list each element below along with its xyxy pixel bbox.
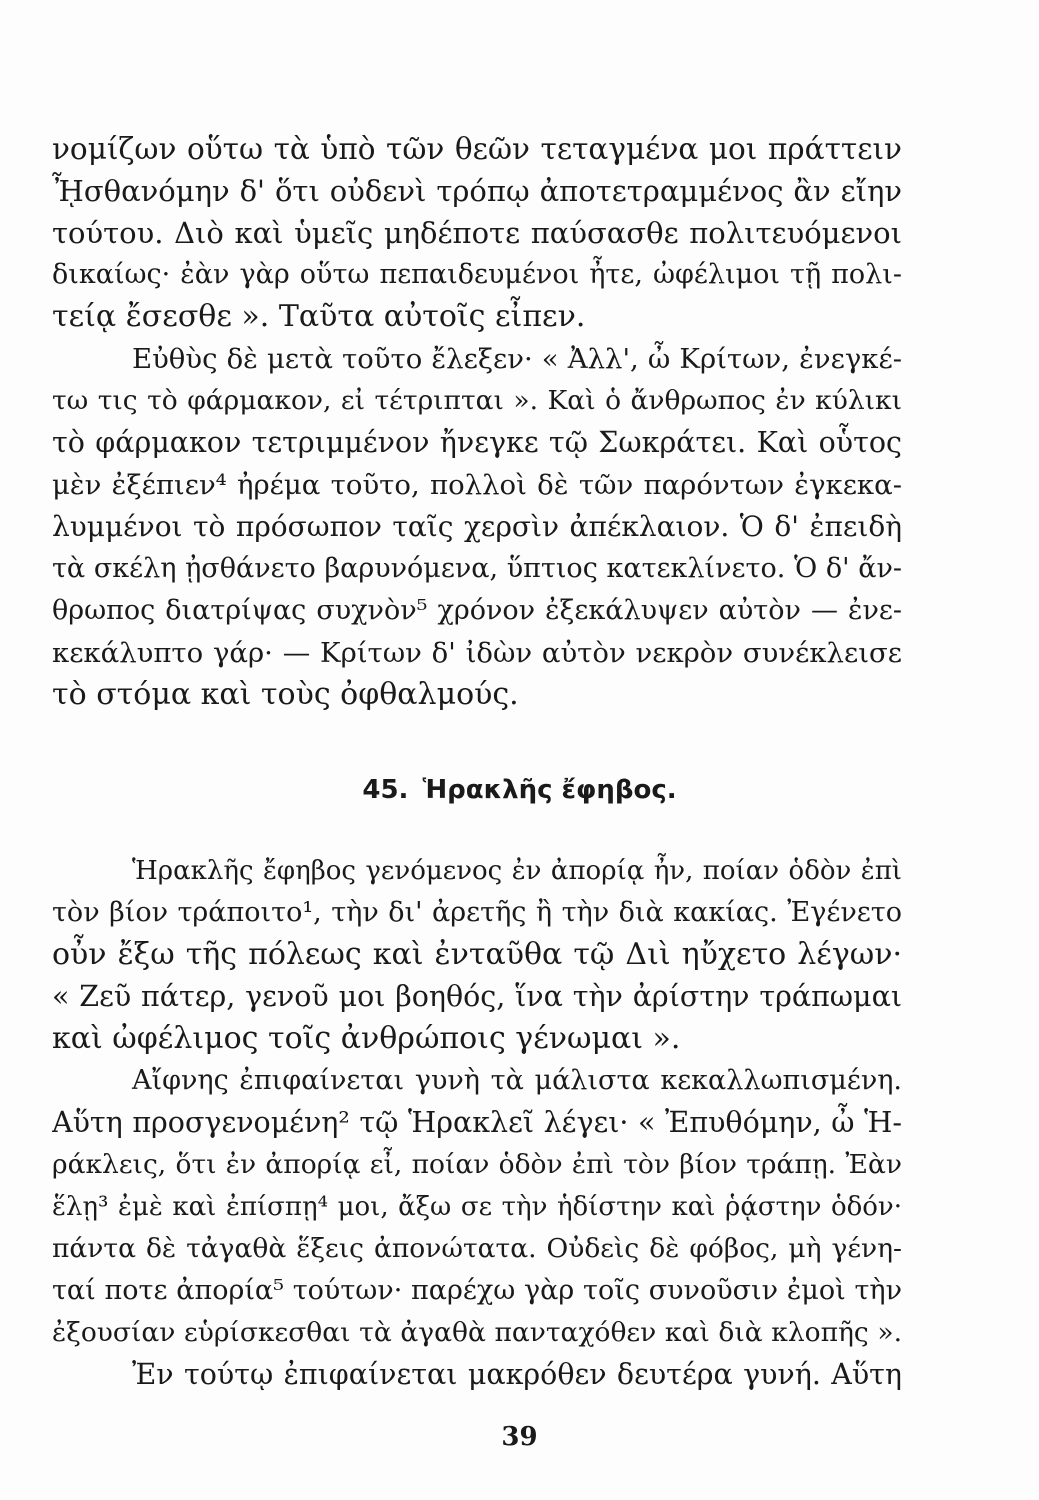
text-line: τὸν βίον τράποιτο¹, τὴν δι' ἀρετῆς ἢ τὴν διὰ κακίας. Ἐγένετο: [52, 897, 902, 928]
text-line: Αἴφνης ἐπιφαίνεται γυνὴ τὰ μάλιστα κεκαλλωπισμένη.: [132, 1065, 902, 1096]
text-line: « Ζεῦ πάτερ, γενοῦ μοι βοηθός, ἵνα τὴν ἀρίστην τράπωμαι: [52, 980, 902, 1013]
text-line: πάντα δὲ τἀγαθὰ ἕξεις ἀπονώτατα. Οὐδεὶς δὲ φόβος, μὴ γένη-: [52, 1233, 902, 1264]
passage-heracles: [52, 850, 902, 1396]
passage-socrates-death: [52, 128, 902, 716]
section-title: Ἡρακλῆς ἔφηβος.: [422, 775, 677, 805]
text-line: τούτου. Διὸ καὶ ὑμεῖς μηδέποτε παύσασθε πολιτευόμενοι: [52, 216, 902, 250]
text-line: ράκλεις, ὅτι ἐν ἀπορίᾳ εἶ, ποίαν ὁδὸν ἐπὶ τὸν βίον τράπῃ. Ἐὰν: [52, 1149, 902, 1180]
text-line: θρωπος διατρίψας συχνὸν⁵ χρόνον ἐξεκάλυψεν αὐτὸν — ἐνε-: [52, 595, 902, 626]
text-line: Εὐθὺς δὲ μετὰ τοῦτο ἔλεξεν· « Ἀλλ', ὦ Κρίτων, ἐνεγκέ-: [132, 343, 902, 375]
section-number: 45.: [362, 775, 409, 805]
text-line: μὲν ἐξέπιεν⁴ ἠρέμα τοῦτο, πολλοὶ δὲ τῶν παρόντων ἐγκεκα-: [52, 469, 902, 501]
page-number: 39: [501, 1422, 538, 1452]
text-line: ἐξουσίαν εὑρίσκεσθαι τὰ ἀγαθὰ πανταχόθεν καὶ διὰ κλοπῆς ».: [52, 1317, 902, 1348]
text-line: τω τις τὸ φάρμακον, εἰ τέτριπται ». Καὶ ὁ ἄνθρωπος ἐν κύλικι: [52, 385, 902, 416]
text-line: οὖν ἔξω τῆς πόλεως καὶ ἐνταῦθα τῷ Διὶ ηὔχετο λέγων·: [52, 937, 902, 972]
text-line: κεκάλυπτο γάρ· — Κρίτων δ' ἰδὼν αὐτὸν νεκρὸν συνέκλεισε: [52, 637, 902, 669]
text-line: Ἐν τούτῳ ἐπιφαίνεται μακρόθεν δευτέρα γυνή. Αὕτη: [132, 1358, 902, 1391]
text-line: καὶ ὠφέλιμος τοῖς ἀνθρώποις γένωμαι ».: [52, 1021, 681, 1056]
text-line: λυμμένοι τὸ πρόσωπον ταῖς χερσὶν ἀπέκλαιον. Ὁ δ' ἐπειδὴ: [52, 510, 902, 543]
text-line: Αὕτη προσγενομένη² τῷ Ἡρακλεῖ λέγει· « Ἐπυθόμην, ὦ Ἡ-: [52, 1106, 902, 1139]
text-line: τὸ φάρμακον τετριμμένον ἤνεγκε τῷ Σωκράτει. Καὶ οὗτος: [52, 426, 902, 459]
text-line: τὸ στόμα καὶ τοὺς ὀφθαλμούς.: [52, 677, 519, 712]
text-line: ἕλῃ³ ἐμὲ καὶ ἐπίσπῃ⁴ μοι, ἄξω σε τὴν ἡδίστην καὶ ῥᾴστην ὁδόν·: [52, 1192, 902, 1222]
text-line: νομίζων οὕτω τὰ ὑπὸ τῶν θεῶν τεταγμένα μοι πράττειν: [52, 132, 902, 166]
text-line: ᾞσθανόμην δ' ὅτι οὐδενὶ τρόπῳ ἀποτετραμμένος ἂν εἴην: [52, 174, 902, 208]
text-line: δικαίως· ἐὰν γὰρ οὕτω πεπαιδευμένοι ἦτε, ὠφέλιμοι τῇ πολι-: [52, 259, 902, 290]
section-heading: [0, 772, 1039, 808]
text-line: τὰ σκέλη ᾐσθάνετο βαρυνόμενα, ὕπτιος κατεκλίνετο. Ὁ δ' ἄν-: [52, 553, 902, 584]
text-line: τείᾳ ἔσεσθε ». Ταῦτα αὐτοῖς εἶπεν.: [52, 299, 586, 334]
text-line: ταί ποτε ἀπορία⁵ τούτων· παρέχω γὰρ τοῖς συνοῦσιν ἐμοὶ τὴν: [52, 1275, 902, 1306]
text-line: Ἡρακλῆς ἔφηβος γενόμενος ἐν ἀπορίᾳ ἦν, ποίαν ὁδὸν ἐπὶ: [132, 856, 902, 886]
